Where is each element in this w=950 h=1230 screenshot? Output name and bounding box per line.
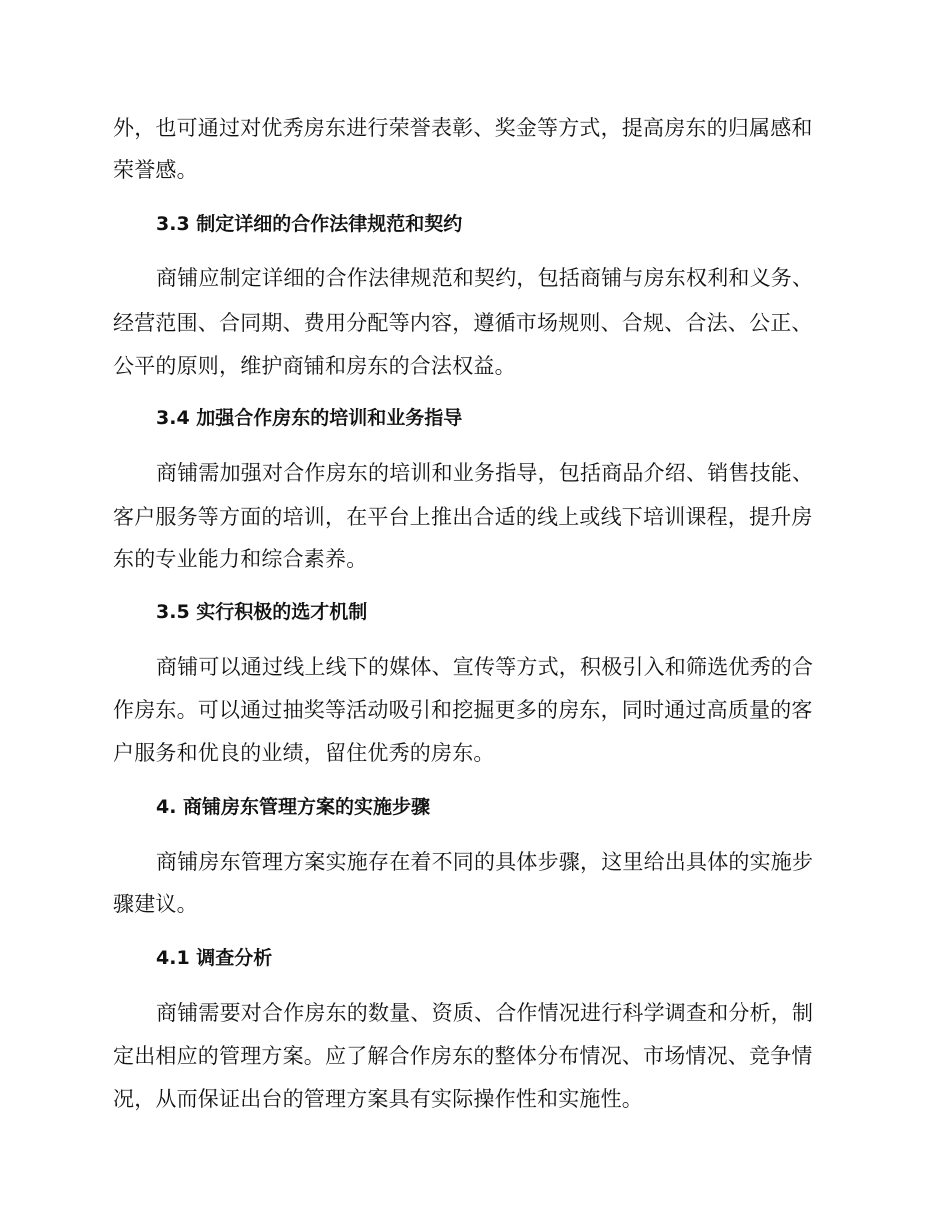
paragraph-line: 商铺应制定详细的合作法律规范和契约，包括商铺与房东权利和义务、 — [156, 266, 814, 290]
paragraph-line: 经营范围、合同期、费用分配等内容，遵循市场规则、合规、合法、公正、 — [113, 311, 813, 335]
section-heading: 4.1 调查分析 — [156, 947, 273, 969]
section-heading: 4. 商铺房东管理方案的实施步骤 — [156, 796, 431, 818]
paragraph-line: 公平的原则，维护商铺和房东的合法权益。 — [113, 354, 516, 378]
paragraph-line: 骤建议。 — [113, 892, 198, 916]
section-heading: 3.4 加强合作房东的培训和业务指导 — [156, 407, 463, 429]
paragraph-line: 商铺需加强对合作房东的培训和业务指导，包括商品介绍、销售技能、 — [156, 461, 814, 485]
paragraph-line: 东的专业能力和综合素养。 — [113, 547, 368, 571]
paragraph-line: 况，从而保证出台的管理方案具有实际操作性和实施性。 — [113, 1087, 643, 1111]
paragraph-line: 定出相应的管理方案。应了解合作房东的整体分布情况、市场情况、竞争情 — [113, 1044, 813, 1068]
paragraph-line: 客户服务等方面的培训，在平台上推出合适的线上或线下培训课程，提升房 — [113, 505, 813, 529]
paragraph-line: 作房东。可以通过抽奖等活动吸引和挖掘更多的房东，同时通过高质量的客 — [113, 698, 813, 722]
paragraph-line: 商铺房东管理方案实施存在着不同的具体步骤，这里给出具体的实施步 — [156, 850, 814, 874]
section-heading: 3.3 制定详细的合作法律规范和契约 — [156, 213, 463, 235]
paragraph-line: 户服务和优良的业绩，留住优秀的房东。 — [113, 741, 495, 765]
paragraph-line: 商铺需要对合作房东的数量、资质、合作情况进行科学调查和分析，制 — [156, 1001, 814, 1025]
paragraph-line: 外，也可通过对优秀房东进行荣誉表彰、奖金等方式，提高房东的归属感和 — [113, 116, 813, 140]
section-heading: 3.5 实行积极的选才机制 — [156, 601, 368, 623]
paragraph-line: 商铺可以通过线上线下的媒体、宣传等方式，积极引入和筛选优秀的合 — [156, 655, 814, 679]
paragraph-line: 荣誉感。 — [113, 158, 198, 182]
